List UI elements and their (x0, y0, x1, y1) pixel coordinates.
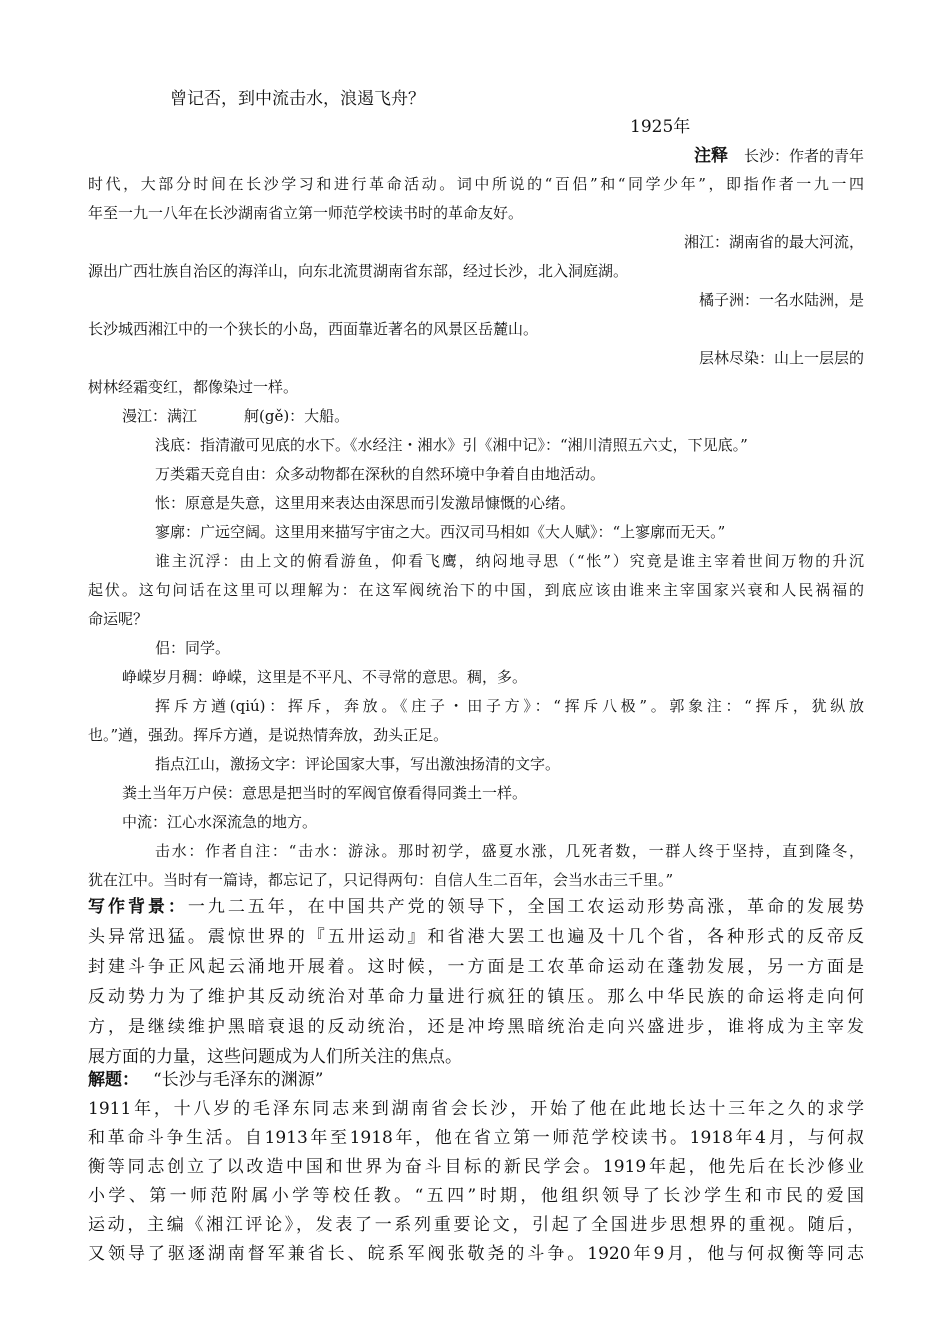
note-line: 长沙城西湘江中的一个狭长的小岛，西面靠近著名的风景区岳麓山。 (88, 320, 539, 338)
note-line: 树林经霜变红，都像染过一样。 (88, 378, 299, 396)
note-line: 中流：江心水深流急的地方。 (122, 813, 318, 831)
explanation-line: 小学、第一师范附属小学等校任教。“五四”时期，他组织领导了长沙学生和市民的爱国 (88, 1186, 864, 1206)
note-line: 击水：作者自注：“击水：游泳。那时初学，盛夏水涨，几死者数，一群人终于坚持，直到隆冬， (155, 842, 864, 860)
note-line: 漫江：满江 (122, 407, 198, 425)
explanation-label: 解题： (88, 1070, 139, 1090)
explanation-line: 和革命斗争生活。自1913年至1918年，他在省立第一师范学校读书。1918年4月，与何叔 (88, 1128, 864, 1148)
notes-first-line (694, 145, 864, 167)
explanation-line: 1911年，十八岁的毛泽东同志来到湖南省会长沙，开始了他在此地长达十三年之久的求学 (88, 1099, 864, 1119)
note-line: 也。”遒，强劲。挥斥方遒，是说热情奔放，劲头正足。 (88, 726, 449, 744)
note-line: 命运呢？ (88, 610, 149, 628)
note-line: 粪土当年万户侯：意思是把当时的军阀官僚看得同粪土一样。 (122, 784, 528, 802)
explanation-line: 衡等同志创立了以改造中国和世界为奋斗目标的新民学会。1919年起，他先后在长沙修业 (88, 1157, 864, 1177)
note-line: 橘子洲：一名水陆洲，是 (698, 291, 864, 309)
note-line: 源出广西壮族自治区的海洋山，向东北流贯湖南省东部，经过长沙，北入洞庭湖。 (88, 262, 629, 280)
explanation-heading-line (88, 1069, 323, 1091)
note-line: 时代，大部分时间在长沙学习和进行革命活动。词中所说的“百侣”和“同学少年”，即指作者一九一四 (88, 175, 864, 193)
note-line: 舸(gě)：大船。 (244, 407, 350, 425)
background-line: 封建斗争正风起云涌地开展着。这时候，一方面是工农革命运动在蓬勃发展，另一方面是 (88, 957, 864, 977)
note-line: 寥廓：广远空阔。这里用来描写宇宙之大。西汉司马相如《大人赋》：“上寥廓而无天。” (155, 523, 726, 541)
note-line: 挥斥方遒(qiú)：挥斥，奔放。《庄子・田子方》：“挥斥八极”。郭象注：“挥斥，犹纵放 (155, 697, 864, 715)
note-line: 起伏。这句问话在这里可以理解为：在这军阀统治下的中国，到底应该由谁来主宰国家兴衰和人民祸福的 (88, 581, 864, 599)
note-line: 峥嵘岁月稠：峥嵘，这里是不平凡、不寻常的意思。稠，多。 (122, 668, 528, 686)
background-line: 头异常迅猛。震惊世界的『五卅运动』和省港大罢工也遍及十几个省，各种形式的反帝反 (88, 927, 864, 947)
poem-last-line: 曾记否，到中流击水，浪遏飞舟？ (170, 89, 425, 109)
note-line: 层林尽染：山上一层层的 (698, 349, 864, 367)
explanation-line: 运动，主编《湘江评论》，发表了一系列重要论文，引起了全国进步思想界的重视。随后， (88, 1215, 864, 1235)
note-line: 年至一九一八年在长沙湖南省立第一师范学校读书时的革命友好。 (88, 204, 524, 222)
note-line: 谁主沉浮：由上文的俯看游鱼，仰看飞鹰，纳闷地寻思（“怅”）究竟是谁主宰着世间万物的升沉 (155, 552, 864, 570)
note-line: 指点江山，激扬文字：评论国家大事，写出激浊扬清的文字。 (155, 755, 561, 773)
note-line: 长沙：作者的青年 (743, 147, 864, 165)
note-line: 万类霜天竞自由：众多动物都在深秋的自然环境中争着自由地活动。 (155, 465, 606, 483)
note-line: 犹在江中。当时有一篇诗，都忘记了，只记得两句：自信人生二百年，会当水击三千里。” (88, 871, 674, 889)
background-line: 展方面的力量，这些问题成为人们所关注的焦点。 (88, 1047, 462, 1067)
poem-date: 1925年 (630, 117, 691, 137)
background-label: 写作背景： (88, 897, 188, 917)
explanation-line: 又领导了驱逐湖南督军兼省长、皖系军阀张敬尧的斗争。1920年9月，他与何叔衡等同志 (88, 1244, 864, 1264)
note-line: 侣：同学。 (155, 639, 231, 657)
background-line: 反动势力为了维护其反动统治对革命力量进行疯狂的镇压。那么中华民族的命运将走向何 (88, 987, 864, 1007)
background-text: 一九二五年，在中国共产党的领导下，全国工农运动形势高涨，革命的发展势 (187, 897, 865, 917)
notes-heading: 注释 (693, 146, 728, 166)
explanation-title: “长沙与毛泽东的渊源” (153, 1070, 324, 1090)
background-line: 方，是继续维护黑暗衰退的反动统治，还是冲垮黑暗统治走向兴盛进步，谁将成为主宰发 (88, 1017, 864, 1037)
note-line: 湘江：湖南省的最大河流， (683, 233, 864, 251)
note-line: 怅：原意是失意，这里用来表达由深思而引发激昂慷慨的心绪。 (155, 494, 576, 512)
background-line (88, 896, 864, 918)
note-line: 浅底：指清澈可见底的水下。《水经注・湘水》引《湘中记》：“湘川清照五六丈，下见底。” (155, 436, 748, 454)
